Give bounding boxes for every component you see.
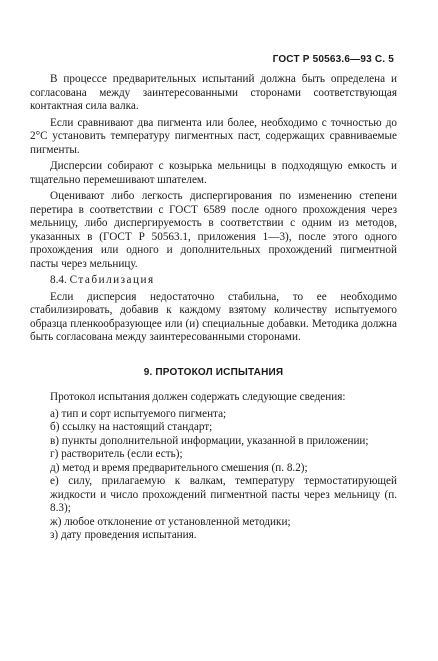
list-item: е) силу, прилагаемую к валкам, температуру термостатирующей жидкости и число прохождений пигментной пасты через мельницу (п. 8.3); xyxy=(50,475,397,514)
list-item: б) ссылку на настоящий стандарт; xyxy=(50,421,213,433)
document-body xyxy=(30,73,397,543)
protocol-intro: Протокол испытания должен содержать следующие сведения: xyxy=(50,391,346,403)
subsection-number: 8.4. xyxy=(50,274,67,286)
list-item: д) метод и время предварительного смешения (п. 8.2); xyxy=(50,461,308,474)
list-item: з) дату проведения испытания. xyxy=(50,529,197,541)
list-item: в) пункты дополнительной информации, указанной в приложении; xyxy=(50,434,369,447)
paragraph-collect-dispersion: Дисперсии собирают с козырька мельницы в подходящую емкость и тщательно перемешивают шпателем. xyxy=(30,160,397,186)
running-head: ГОСТ Р 50563.6—93 С. 5 xyxy=(272,54,394,65)
list-item: ж) любое отклонение от установленной методики; xyxy=(50,515,291,528)
list-item: г) растворитель (если есть); xyxy=(50,448,183,460)
section-title: 9. ПРОТОКОЛ ИСПЫТАНИЯ xyxy=(143,366,284,378)
list-item: а) тип и сорт испытуемого пигмента; xyxy=(50,407,227,420)
paragraph-temperature: Если сравнивают два пигмента или более, необходимо с точностью до 2°С установить температуру пигментных паст, содержащих сравниваемые пигменты. xyxy=(30,116,397,156)
paragraph-contact-force: В процессе предварительных испытаний должна быть определена и согласована между заинтересованными сторонами соответствующая контактная сила валка. xyxy=(30,73,397,112)
protocol-items-list xyxy=(30,408,397,543)
paragraph-stabilization: Если дисперсия недостаточно стабильна, то ее необходимо стабилизировать, добавив к каждому взятому количеству испытуемого образца пленкообразующее или (и) специальные добавки. Методика должна быть согласована между заинтересованными сторонами. xyxy=(30,290,397,343)
subsection-title: Стабилизация xyxy=(69,274,155,286)
paragraph-evaluation: Оценивают либо легкость диспергирования по изменению степени перетира в соответствии с ГОСТ 6589 после одного прохождения через мельницу, либо диспергируемость в соответствии с одним из методов, указанных в (ГОСТ Р 50563.1, приложения 1—3), после этого одного прохождения или одного и дополнительных прохождений пигментной пасты через мельницу. xyxy=(30,190,397,270)
subsection-heading-stabilization xyxy=(30,274,397,288)
